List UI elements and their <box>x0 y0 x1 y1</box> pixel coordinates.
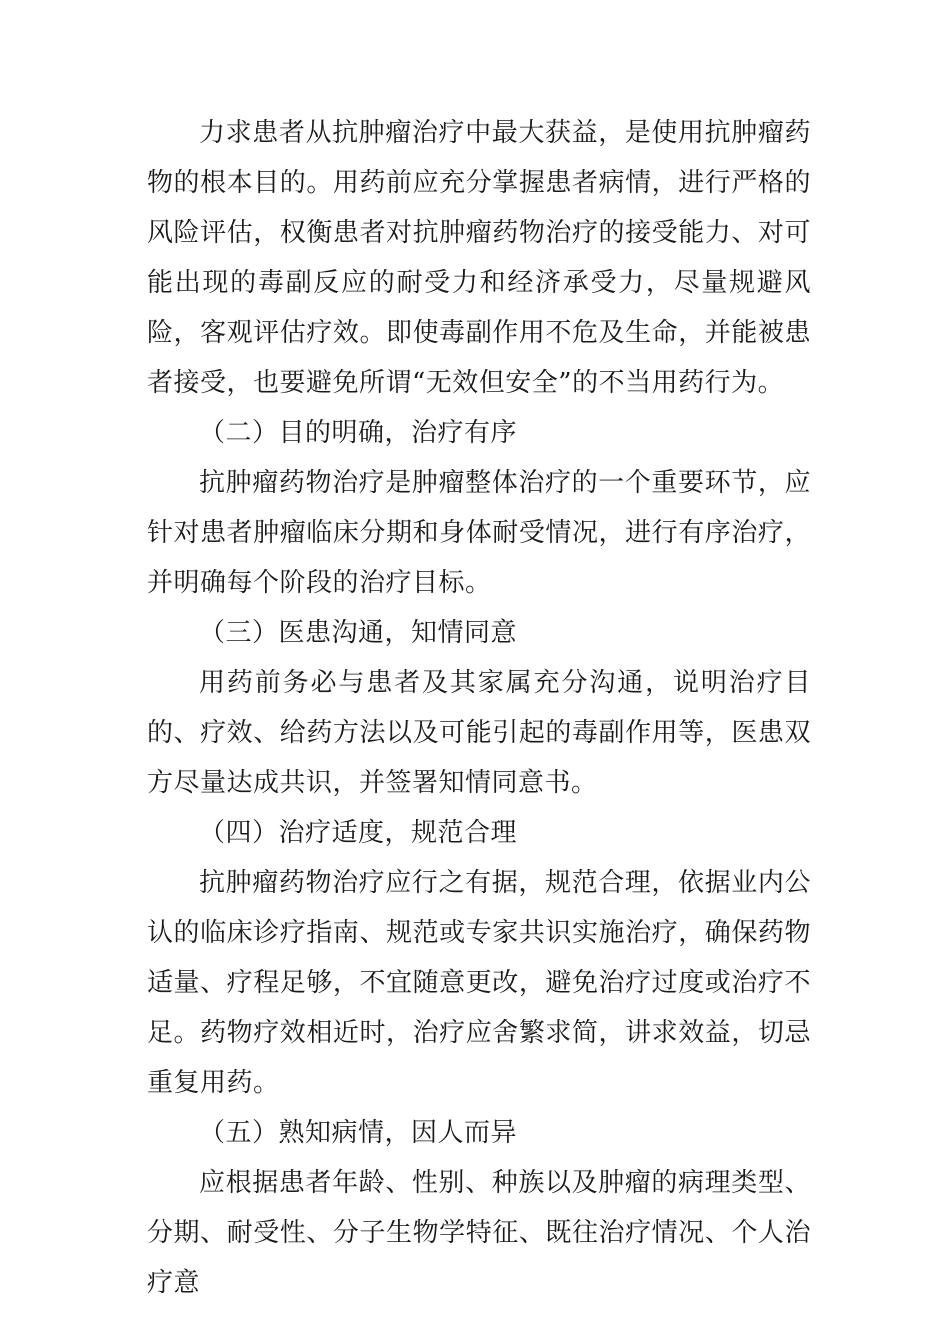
document-body <box>147 108 811 1308</box>
paragraph-benefit: 力求患者从抗肿瘤治疗中最大获益，是使用抗肿瘤药物的根本目的。用药前应充分掌握患者病情，进行严格的风险评估，权衡患者对抗肿瘤药物治疗的接受能力、对可能出现的毒副反应的耐受力和经济承受力，尽量规避风险，客观评估疗效。即使毒副作用不危及生命，并能被患者接受，也要避免所谓“无效但安全”的不当用药行为。 <box>147 118 811 398</box>
section-heading-4: （四）治疗适度，规范合理 <box>199 818 518 848</box>
paragraph-informed-consent: 用药前务必与患者及其家属充分沟通，说明治疗目的、疗效、给药方法以及可能引起的毒副作用等，医患双方尽量达成共识，并签署知情同意书。 <box>147 668 811 798</box>
paragraph-individualized: 应根据患者年龄、性别、种族以及肿瘤的病理类型、分期、耐受性、分子生物学特征、既往治疗情况、个人治疗意 <box>147 1168 811 1298</box>
paragraph-orderly-treatment: 抗肿瘤药物治疗是肿瘤整体治疗的一个重要环节，应针对患者肿瘤临床分期和身体耐受情况，进行有序治疗，并明确每个阶段的治疗目标。 <box>147 468 811 598</box>
paragraph-standard-treatment: 抗肿瘤药物治疗应行之有据，规范合理，依据业内公认的临床诊疗指南、规范或专家共识实施治疗，确保药物适量、疗程足够，不宜随意更改，避免治疗过度或治疗不足。药物疗效相近时，治疗应舍繁求简，讲求效益，切忌重复用药。 <box>147 868 811 1098</box>
section-heading-5: （五）熟知病情，因人而异 <box>199 1118 518 1148</box>
section-heading-2: （二）目的明确，治疗有序 <box>199 418 518 448</box>
section-heading-3: （三）医患沟通，知情同意 <box>199 618 518 648</box>
